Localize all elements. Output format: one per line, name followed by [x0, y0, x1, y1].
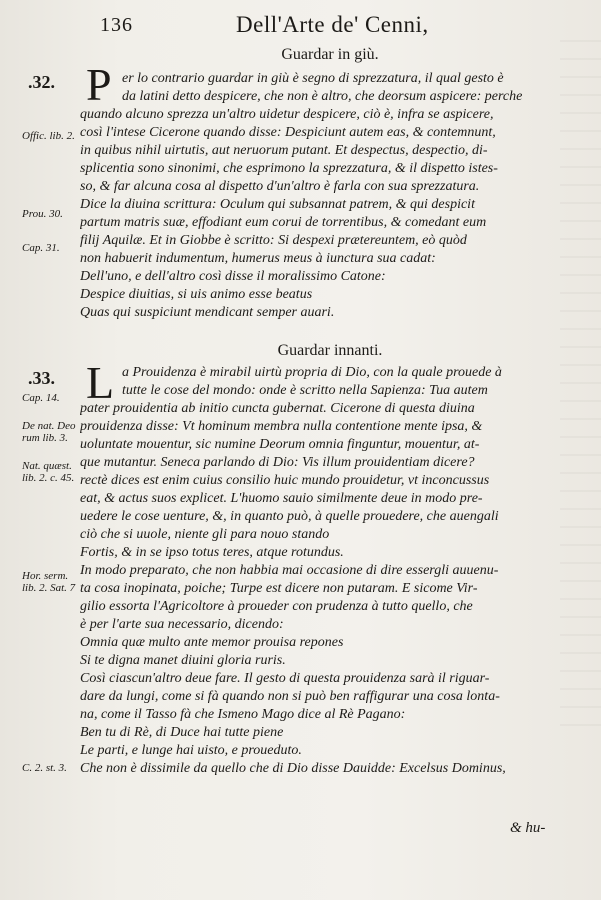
dropcap-32: P [86, 59, 112, 110]
text-line: è per l'arte sua necessario, dicendo: [80, 617, 284, 632]
text-line: rectè dices est enim cuius consilio huic mundo prouidetur, vt inconcussus [80, 473, 490, 488]
text-line: Dell'uno, e dell'altro così disse il moralissimo Catone: [80, 269, 386, 284]
margin-note: Offic. lib. 2. [22, 130, 75, 142]
text-line: Le parti, e lunge hai uisto, e proueduto. [80, 743, 302, 758]
show-through-text [560, 40, 601, 740]
text-line: a Prouidenza è mirabil uirtù propria di Dio, con la quale prouede à [122, 365, 502, 380]
text-line: na, come il Tasso fà che Ismeno Mago dice al Rè Pagano: [80, 707, 406, 722]
section-title-33: Guardar innanti. [277, 342, 383, 359]
text-line: dare da lungi, come si fà quando non si può ben raffigurar una cosa lonta- [80, 689, 500, 704]
margin-note: Cap. 31. [22, 242, 60, 254]
text-line: Dice la diuina scrittura: Oculum qui subsannat patrem, & qui despicit [80, 197, 475, 212]
running-title: Dell'Arte de' Cenni, [236, 12, 429, 37]
text-line: non habuerit indumentum, humerus meus à iunctura sua cadat: [80, 251, 436, 266]
page-header [0, 0, 601, 40]
section-number-33: .33. [28, 368, 55, 388]
margin-note: Hor. serm. lib. 2. Sat. 7 [22, 570, 76, 594]
text-line: gilio essorta l'Agricoltore à proueder con prudenza à tutto quello, che [80, 599, 473, 614]
text-line: que mutantur. Seneca parlando di Dio: Vis illum prouidentiam dicere? [80, 455, 475, 470]
text-line: così l'intese Cicerone quando disse: Despiciunt autem eas, & contemnunt, [80, 125, 496, 140]
text-line: pater prouidentia ab initio cuncta gubernat. Cicerone di questa diuina [80, 401, 475, 416]
text-line: ciò che si uuole, niente gli para nouo stando [80, 527, 330, 542]
text-line: eat, & actus suos explicet. L'huomo sauio similmente deue in modo pre- [80, 491, 483, 506]
text-line: quando alcuno sprezza un'altro uidetur despicere, ciò è, infra se aspicere, [80, 107, 494, 122]
text-line: filij Aquilæ. Et in Giobbe è scritto: Si despexi prætereuntem, eò quòd [80, 233, 467, 248]
text-line: prouidenza disse: Vt hominum membra nulla contentione mente ipsa, & [80, 419, 483, 434]
margin-note: Nat. quæst. lib. 2. c. 45. [22, 460, 75, 484]
text-line: Despice diuitias, si uis animo esse beatus [80, 287, 313, 302]
text-line: uedere le cose uenture, &, in quanto può, à quelle prouedere, che auengali [80, 509, 499, 524]
text-line: Ben tu di Rè, di Duce hai tutte piene [80, 725, 284, 740]
text-line: da latini detto despicere, che non è altro, che deorsum aspicere: perche [122, 89, 523, 104]
text-line: In modo preparato, che non habbia mai occasione di dire essergli auuenu- [80, 563, 499, 578]
text-line: splicentia sono sinonimi, che esprimono la sprezzatura, & il dispetto istes- [80, 161, 498, 176]
margin-note: Cap. 14. [22, 392, 60, 404]
margin-note: C. 2. st. 3. [22, 762, 67, 774]
page-number: 136 [100, 14, 133, 36]
text-line: Si te digna manet diuini gloria ruris. [80, 653, 286, 668]
section-number-32: .32. [28, 72, 55, 92]
text-line: tutte le cose del mondo: onde è scritto nella Sapienza: Tua autem [122, 383, 488, 398]
text-line: so, & far alcuna cosa al dispetto d'un'altro è farla con sua sprezzatura. [80, 179, 480, 194]
text-line: uoluntate mouentur, sic numine Deorum omnia finguntur, mouentur, at- [80, 437, 480, 452]
text-line: in quibus nihil uirtutis, aut neruorum putant. Et despectus, despectio, di- [80, 143, 488, 158]
text-line: Omnia quæ multo ante memor prouisa repones [80, 635, 344, 650]
section-title-32: Guardar in giù. [281, 46, 379, 63]
text-line: Quas qui suspiciunt mendicant semper auari. [80, 305, 335, 320]
text-line: Che non è dissimile da quello che di Dio disse Dauidde: Excelsus Dominus, [80, 761, 506, 776]
margin-note: Prou. 30. [22, 208, 63, 220]
text-line: partum matris suæ, effodiant eum corui de torrentibus, & comedant eum [80, 215, 487, 230]
text-line: er lo contrario guardar in giù è segno di sprezzatura, il qual gesto è [122, 71, 504, 86]
text-line: ta cosa inopinata, poiche; Turpe est dicere non putaram. E sicome Vir- [80, 581, 478, 596]
text-line: Così ciascun'altro deue fare. Il gesto di questa prouidenza sarà il riguar- [80, 671, 490, 686]
dropcap-33: L [86, 357, 115, 408]
catchword: & hu- [510, 820, 546, 836]
text-line: Fortis, & in se ipso totus teres, atque rotundus. [80, 545, 344, 560]
margin-note: De nat. Deo rum lib. 3. [22, 420, 76, 444]
